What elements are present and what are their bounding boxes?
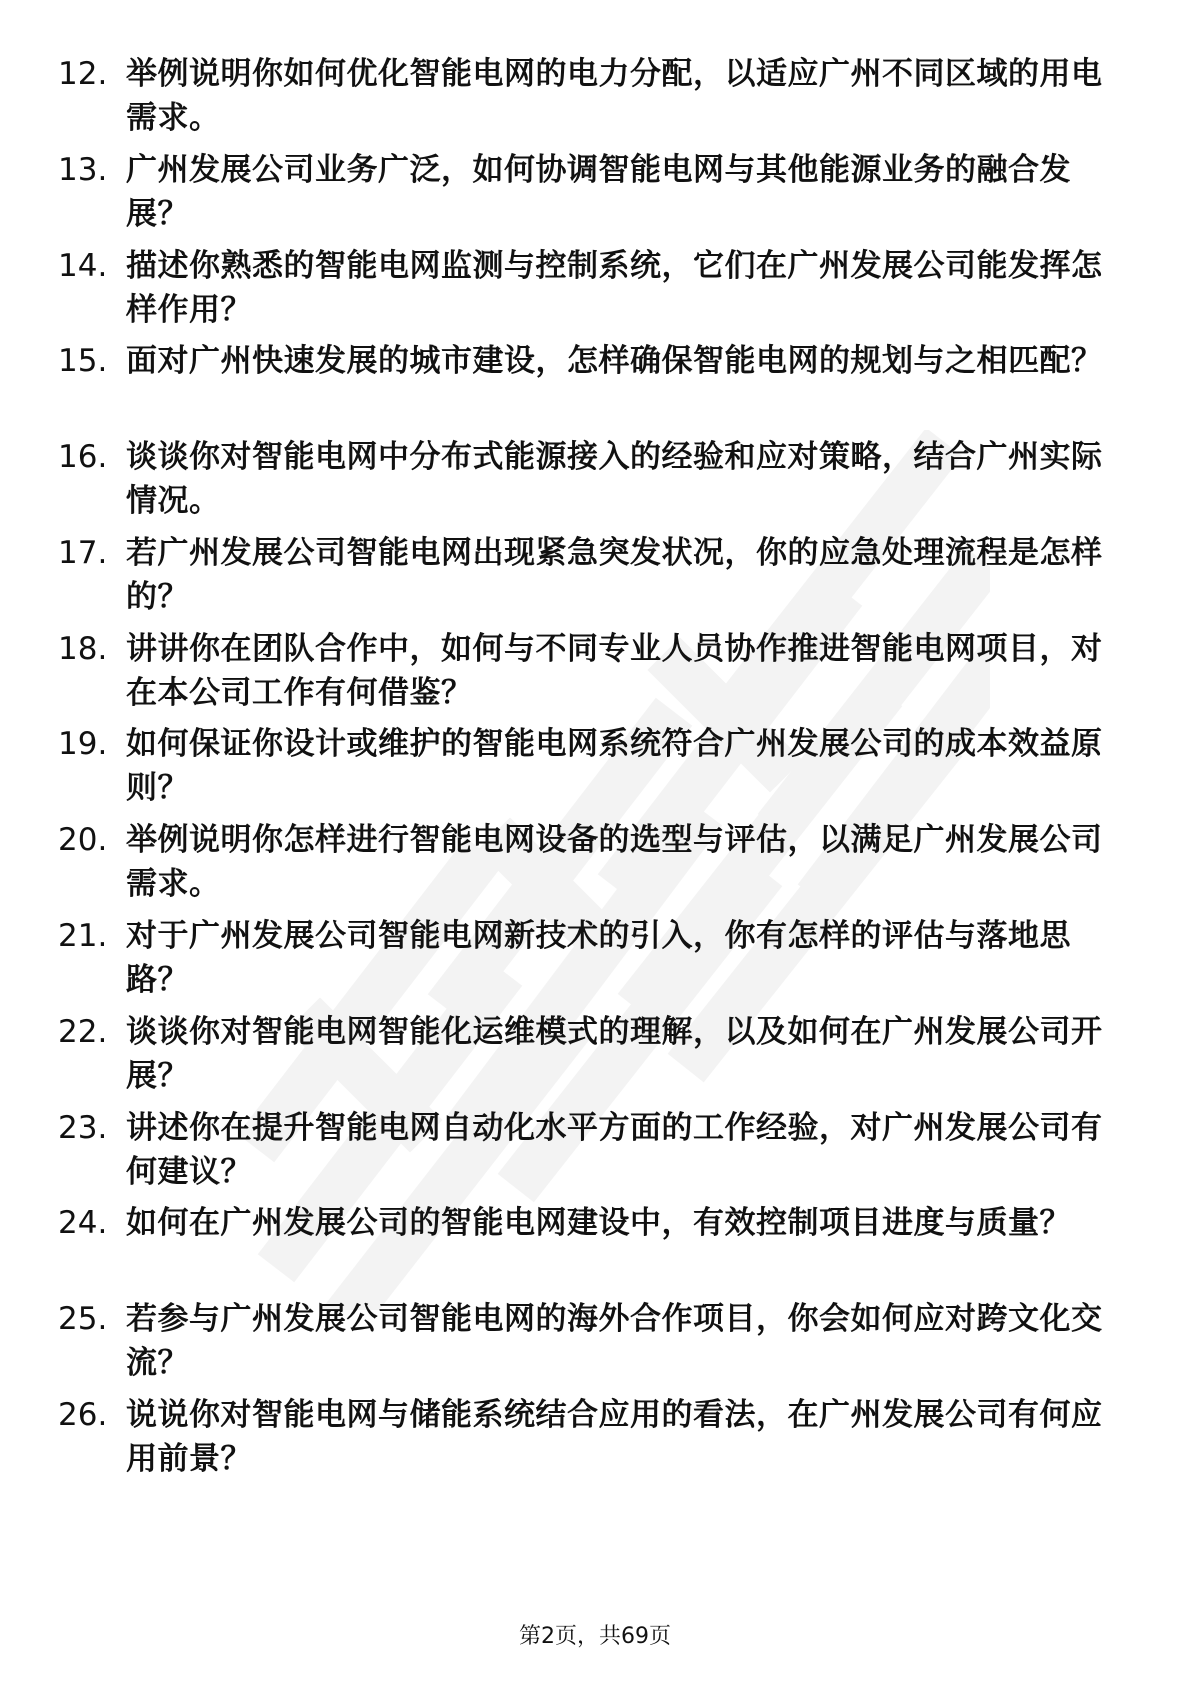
question-text: 描述你熟悉的智能电网监测与控制系统，它们在广州发展公司能发挥怎样作用？ [126, 248, 1103, 328]
question-text: 举例说明你如何优化智能电网的电力分配，以适应广州不同区域的用电需求。 [126, 56, 1103, 136]
question-number: 15. [58, 343, 108, 379]
question-number: 13. [58, 152, 108, 188]
question-item [0, 1010, 1190, 1110]
question-number: 18. [58, 631, 108, 667]
question-number: 12. [58, 56, 108, 92]
question-number: 24. [58, 1205, 108, 1241]
question-text: 讲述你在提升智能电网自动化水平方面的工作经验，对广州发展公司有何建议？ [126, 1110, 1103, 1190]
question-number: 14. [58, 248, 108, 284]
question-item [0, 531, 1190, 631]
question-text: 谈谈你对智能电网智能化运维模式的理解，以及如何在广州发展公司开展？ [126, 1014, 1103, 1094]
question-item [0, 627, 1190, 727]
question-text: 谈谈你对智能电网中分布式能源接入的经验和应对策略，结合广州实际情况。 [126, 439, 1103, 519]
question-text: 举例说明你怎样进行智能电网设备的选型与评估，以满足广州发展公司需求。 [126, 822, 1103, 902]
question-item [0, 1106, 1190, 1206]
question-text: 如何保证你设计或维护的智能电网系统符合广州发展公司的成本效益原则？ [126, 726, 1103, 806]
question-number: 17. [58, 535, 108, 571]
question-item [0, 339, 1190, 439]
question-item [0, 818, 1190, 918]
question-number: 21. [58, 918, 108, 954]
question-number: 19. [58, 726, 108, 762]
question-item [0, 244, 1190, 344]
question-number: 22. [58, 1014, 108, 1050]
question-text: 讲讲你在团队合作中，如何与不同专业人员协作推进智能电网项目，对在本公司工作有何借鉴？ [126, 631, 1103, 711]
question-number: 20. [58, 822, 108, 858]
question-text: 若广州发展公司智能电网出现紧急突发状况，你的应急处理流程是怎样的？ [126, 535, 1103, 615]
question-item [0, 1393, 1190, 1493]
question-text: 面对广州快速发展的城市建设，怎样确保智能电网的规划与之相匹配？ [126, 343, 1103, 379]
question-item [0, 52, 1190, 152]
question-item [0, 722, 1190, 822]
question-text: 若参与广州发展公司智能电网的海外合作项目，你会如何应对跨文化交流？ [126, 1301, 1103, 1381]
question-text: 说说你对智能电网与储能系统结合应用的看法，在广州发展公司有何应用前景？ [126, 1397, 1103, 1477]
question-number: 23. [58, 1110, 108, 1146]
question-text: 对于广州发展公司智能电网新技术的引入，你有怎样的评估与落地思路？ [126, 918, 1071, 998]
question-text: 如何在广州发展公司的智能电网建设中，有效控制项目进度与质量？ [126, 1205, 1071, 1241]
question-number: 25. [58, 1301, 108, 1337]
question-number: 26. [58, 1397, 108, 1433]
question-item [0, 148, 1190, 248]
question-number: 16. [58, 439, 108, 475]
question-item [0, 1201, 1190, 1301]
question-item [0, 1297, 1190, 1397]
question-item [0, 435, 1190, 535]
question-item [0, 914, 1190, 1014]
question-text: 广州发展公司业务广泛，如何协调智能电网与其他能源业务的融合发展？ [126, 152, 1071, 232]
page-footer: 第2页，共69页 [519, 1624, 671, 1649]
